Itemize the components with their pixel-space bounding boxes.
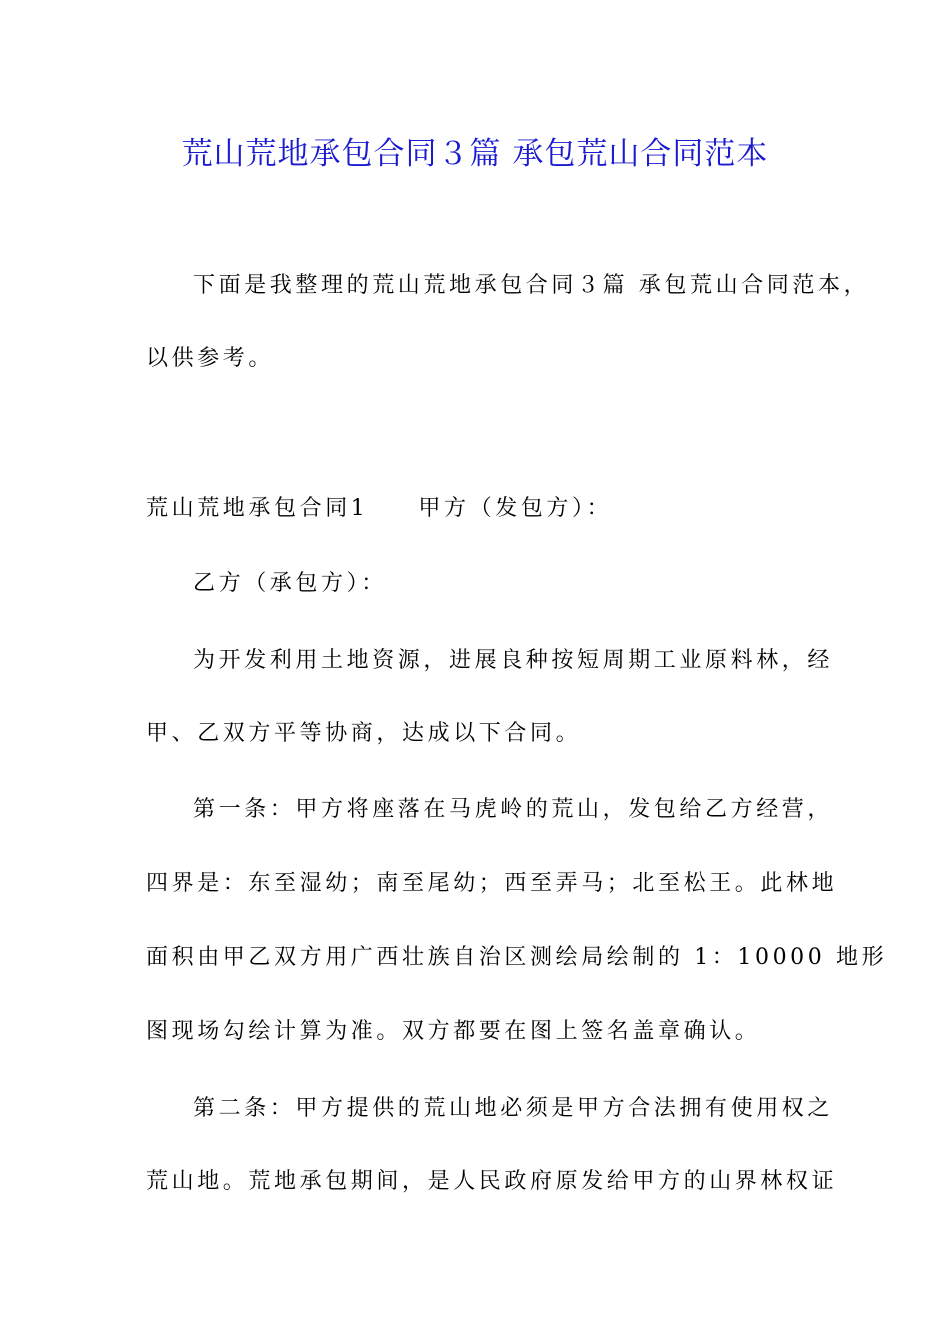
contract-heading-row	[146, 493, 612, 525]
paragraph-1-line-1: 为开发利用土地资源，进展良种按短周期工业原料林，经	[193, 648, 834, 673]
article-1-line-2: 四界是：东至湿幼；南至尾幼；西至弄马；北至松王。此林地	[146, 871, 838, 896]
article-2-line-2: 荒山地。荒地承包期间，是人民政府原发给甲方的山界林权证	[146, 1169, 838, 1194]
document-title: 荒山荒地承包合同３篇 承包荒山合同范本	[181, 136, 769, 172]
article-1-line-1: 第一条：甲方将座落在马虎岭的荒山，发包给乙方经营，	[193, 797, 834, 822]
contract-heading: 荒山荒地承包合同1	[146, 496, 369, 521]
article-2-line-1: 第二条：甲方提供的荒山地必须是甲方合法拥有使用权之	[193, 1096, 834, 1121]
paragraph-1-line-2: 甲、乙双方平等协商，达成以下合同。	[146, 721, 582, 746]
intro-line-2: 以供参考。	[146, 346, 275, 371]
party-b-label: 乙方（承包方）：	[193, 571, 387, 596]
article-1-line-3: 面积由甲乙双方用广西壮族自治区测绘局绘制的 1：10000 地形	[146, 945, 888, 970]
party-a-label: 甲方（发包方）：	[418, 496, 613, 521]
article-1-line-4: 图现场勾绘计算为准。双方都要在图上签名盖章确认。	[146, 1019, 761, 1044]
intro-line-1: 下面是我整理的荒山荒地承包合同３篇 承包荒山合同范本，	[193, 273, 870, 298]
